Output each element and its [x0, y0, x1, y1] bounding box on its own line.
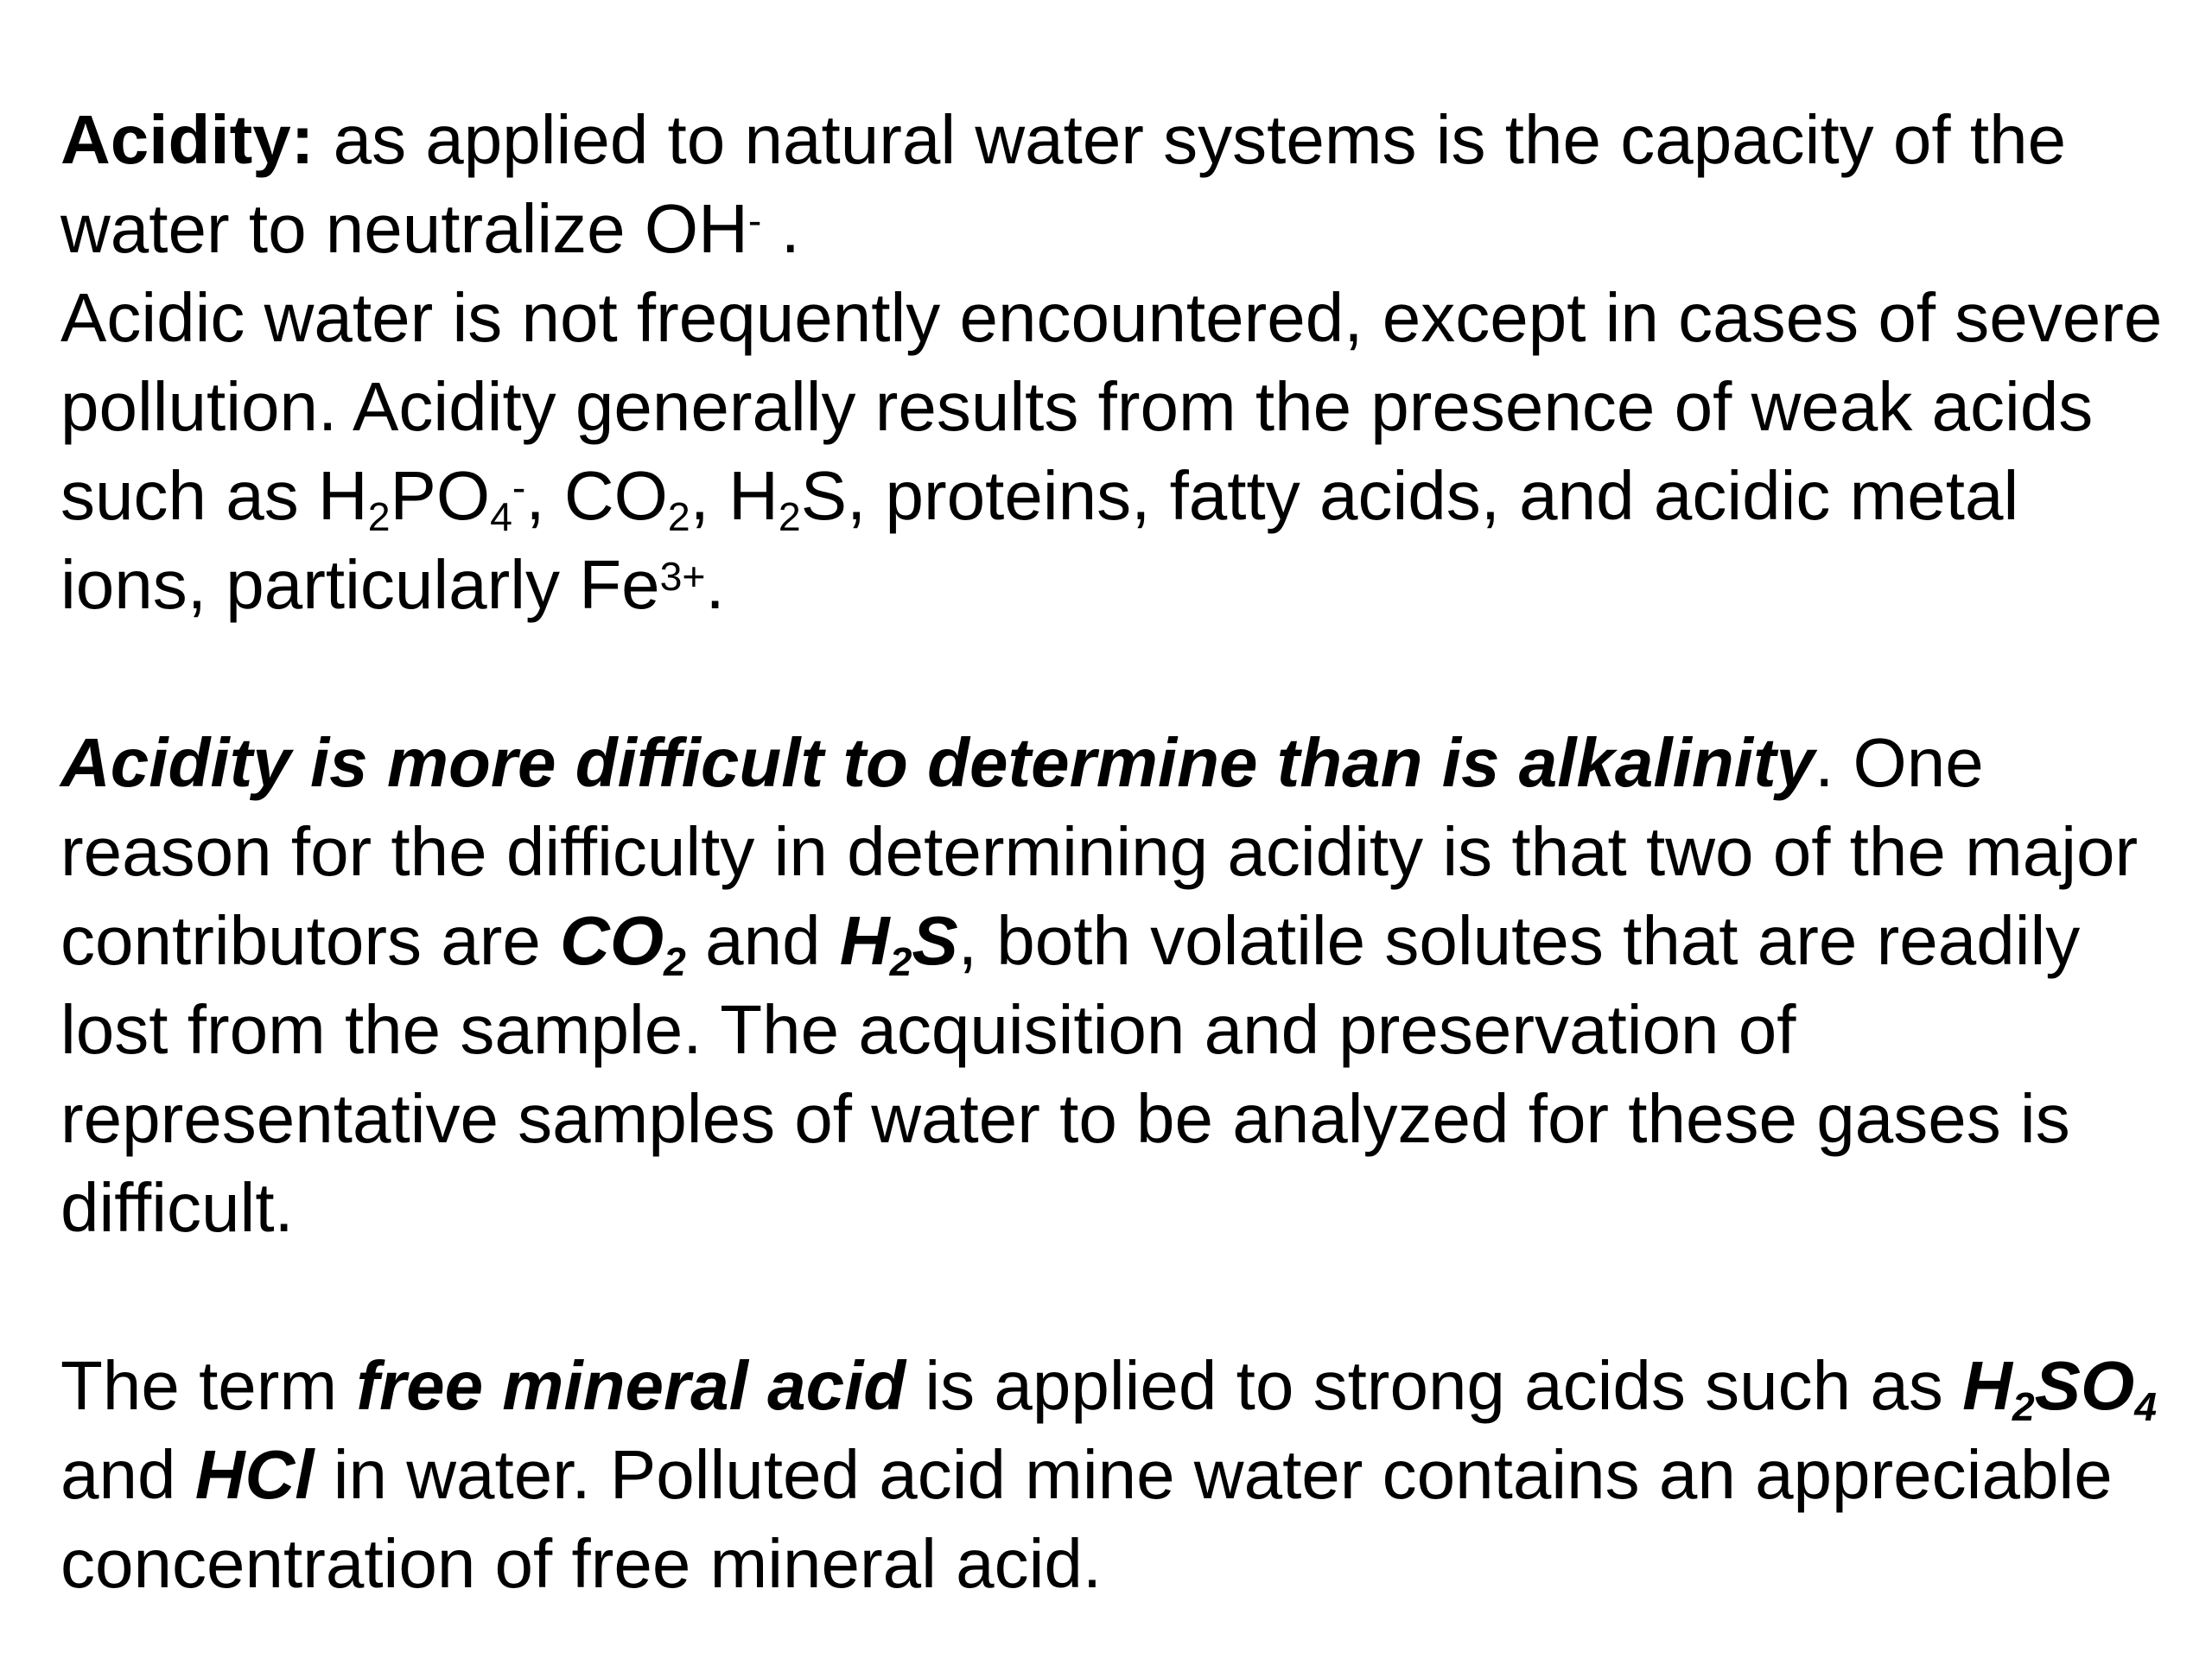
formula-part: H [1962, 1347, 2012, 1424]
acidic-water-text-3: , CO [525, 457, 668, 534]
free-mineral-acid-paragraph [60, 1341, 2169, 1608]
acidity-term: Acidity: [60, 101, 315, 178]
acidic-water-text-6: . [705, 546, 725, 623]
acidity-difficulty-text-2: and [685, 902, 840, 979]
acidity-definition-paragraph [60, 95, 2169, 273]
free-mineral-acid-text-4: in water. Polluted acid mine water contains an appreciable concentration of free mineral acid. [60, 1436, 2113, 1602]
paragraph-spacer [60, 1252, 2169, 1341]
hcl-formula: HCl [194, 1436, 315, 1513]
subscript: 2 [367, 493, 391, 539]
hydroxide-charge: - [747, 198, 762, 244]
h2s-formula [839, 902, 958, 984]
subscript: 2 [778, 493, 801, 539]
slide-content [60, 95, 2169, 1608]
subscript: 2 [889, 938, 912, 984]
acidic-water-paragraph [60, 273, 2169, 629]
subscript: 2 [664, 938, 686, 984]
formula-part: S [912, 902, 958, 979]
acidity-difficulty-text-1: . One reason for the difficulty in determining acidity is that two of the major contributors are [60, 724, 2139, 979]
subscript: 2 [2012, 1383, 2035, 1429]
formula-part: H [839, 902, 890, 979]
subscript: 4 [2134, 1383, 2158, 1429]
subscript: 2 [667, 493, 690, 539]
acidic-water-text-5: S, proteins, fatty acids, and acidic metal ions, particularly Fe [60, 457, 2019, 623]
acidity-difficulty-paragraph [60, 718, 2169, 1252]
formula-part: SO [2034, 1347, 2135, 1424]
acidic-water-text-4: , H [690, 457, 779, 534]
acidic-water-text-1: Acidic water is not frequently encountered, except in cases of severe pollution. Acidity generally results from the presence of weak acids such as H [60, 279, 2163, 534]
free-mineral-acid-text-3: and [60, 1436, 195, 1513]
acidity-definition-end: . [761, 190, 800, 267]
acidity-difficulty-text-3: , both volatile solutes that are readily lost from the sample. The acquisition and preservation of representative samples of water to be analyzed for these gases is difficult. [60, 902, 2081, 1246]
paragraph-spacer [60, 629, 2169, 718]
superscript: - [512, 465, 526, 511]
free-mineral-acid-text-2: is applied to strong acids such as [906, 1347, 1963, 1424]
superscript: 3+ [659, 554, 706, 600]
co2-formula [560, 902, 686, 984]
acidic-water-text-2: PO [390, 457, 491, 534]
h2so4-formula [1962, 1347, 2158, 1429]
acidity-difficulty-heading: Acidity is more difficult to determine than is alkalinity [60, 724, 1815, 801]
free-mineral-acid-term: free mineral acid [356, 1347, 906, 1424]
free-mineral-acid-text-1: The term [60, 1347, 357, 1424]
acidity-definition-text: as applied to natural water systems is the capacity of the water to neutralize OH [60, 101, 2067, 267]
formula-part: CO [560, 902, 664, 979]
subscript: 4 [490, 493, 512, 539]
